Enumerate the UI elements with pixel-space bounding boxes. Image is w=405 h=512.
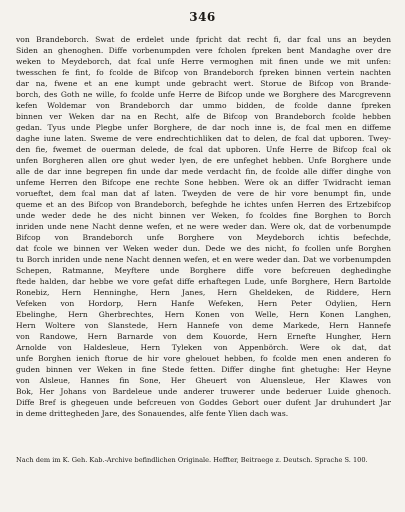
text-line: Diffe Bref is ghegeuen unde befcreuen von Goddes Gebort ouer dufent Jar druhundert Jar — [16, 398, 391, 407]
page-number: 346 — [189, 10, 216, 24]
text-line: Ronebiz, Hern Henninghe, Hern Janes, Hern Gheldeken, de Riddere, Hern — [16, 288, 391, 297]
text-line: tu Borch inriden unde nene Nacht dennen wefen, et en were weder dan. Dat we vorbenumpden — [16, 255, 391, 264]
text-line: kefen Woldemar von Brandeborch dar ummo bidden, de fcolde danne fpreken — [16, 101, 391, 110]
text-line: in deme drittegheden Jare, des Sonauendes, alfe fente Ylien dach was. — [16, 409, 289, 418]
text-line: unfen Borgheren allen ore ghut weder lyen, de ere unfeghet hebben. Unfe Borghere unde — [16, 156, 391, 165]
text-line: binnen ver Weken dar na en Recht, alfe de Bifcop von Brandeborch fcolde hebben — [16, 112, 391, 121]
text-line: dat fcole we binnen ver Weken weder dun. Dede we des nicht, fo fcollen unfe Borghen — [16, 244, 391, 253]
text-line: unfe Borghen ienich ftorue de hir vore ghelouet hebben, fo fcolde men enen anderen fo — [16, 354, 391, 363]
text-line: unfeme Herren den Bifcope ene rechte Sone hebben. Were ok an differ Twidracht ieman — [16, 178, 391, 187]
text-line: Schepen, Ratmanne, Meyftere unde Borghere diffe vore befcreuen deghedinghe — [16, 266, 391, 275]
text-line: unde weder dede he des nicht binnen ver Weken, fo fcoldes fine Borghen to Borch — [16, 211, 391, 220]
text-line: den fie, fwemet de ouerman delede, de fcal dat upboren. Unfe Herre de Bifcop fcal ok — [16, 145, 391, 154]
text-line: Hern Woltere von Slanstede, Hern Hannefe von deme Markede, Hern Hannefe — [16, 321, 391, 330]
text-line: vorueftet, dem fcal man dat af laten. Tweyden de vere de hir vore benumpt fin, unde — [16, 189, 391, 198]
text-line: gedan. Tyus unde Plegbe unfer Borghere, de dar noch inne is, de fcal men en diffeme — [16, 123, 391, 132]
text-line: Bok, Her Johans von Bardeleue unde anderer truwerer unde bederuer Luide ghenoch. — [16, 387, 391, 396]
text-line: queme et an des Bifcop von Brandeborch, befeghde he ichtes unfen Herren des Ertzebifcop — [16, 200, 391, 209]
text-line: borch, des Goth ne wille, fo fcolde unfe Herre de Bifcop unde we Borghere des Marcgrevenn — [16, 90, 391, 99]
text-line: alle de dar inne begrepen fin unde dar mede verdacht fin, de fcolde alle differ dinghe von — [16, 167, 391, 176]
text-line: ftede halden, dar hebbe we vore gefat diffe erhaftegen Lude, unfe Borghere, Hern Bartolde — [16, 277, 391, 286]
text-line: Ebelinghe, Hern Gherbrechtes, Hern Konen von Welle, Hern Konen Langhen, — [16, 310, 391, 319]
text-line: von Brandeborch. Swat de erdelet unde fpricht dat recht fi, dar fcal uns an beyden — [16, 35, 391, 44]
text-line: Bifcop von Brandeborch unfe Borghere von Meydeborch ichtis befechde, — [16, 233, 391, 242]
text-line: weken to Meydeborch, dat fcal unfe Herre vermoghen mit finen unde we mit unfen: — [16, 57, 391, 66]
text-line: daghe iune laten. Sweme de vere endrechtichliken dat to delen, de fcal dat upboren. Twey- — [16, 134, 391, 143]
text-line: von Alsleue, Hannes fin Sone, Her Gheuert von Aluensleue, Her Klawes von — [16, 376, 391, 385]
text-line: Vefeken von Hordorp, Hern Hanfe Wefeken, Hern Peter Odylien, Hern — [16, 299, 391, 308]
text-line: von Randowe, Hern Barnarde von dem Kouorde, Hern Ernefte Hungher, Hern — [16, 332, 391, 341]
text-line: guden binnen ver Weken in fine Stede fetten. Differ dinghe fint ghetughe: Her Heyne — [16, 365, 391, 374]
text-line: inriden unde nene Nacht denne wefen, et ne were weder dan. Were ok, dat de vorbenumpde — [16, 222, 391, 231]
source-footnote: Nach dem im K. Geh. Kab.-Archive befindlichen Originale. Heffter, Beitraege z. Deutsch. Sprache S. 100. — [16, 456, 368, 464]
body-text — [16, 34, 391, 419]
text-line: Arnolde von Haldesleue, Hern Tyleken von Appenbörch. Were ok dat, dat — [16, 343, 391, 352]
text-line: dar na, fwene et an ene kumpt unde gebracht wert. Storue de Bifcop von Brande- — [16, 79, 391, 88]
text-line: Siden an ghenoghen. Diffe vorbenumpden vere fcholen fpreken bent Mandaghe over dre — [16, 46, 391, 55]
text-line: twesschen fe fint, fo fcolde de Bifcop von Brandeborch fpreken binnen vertein nachten — [16, 68, 391, 77]
